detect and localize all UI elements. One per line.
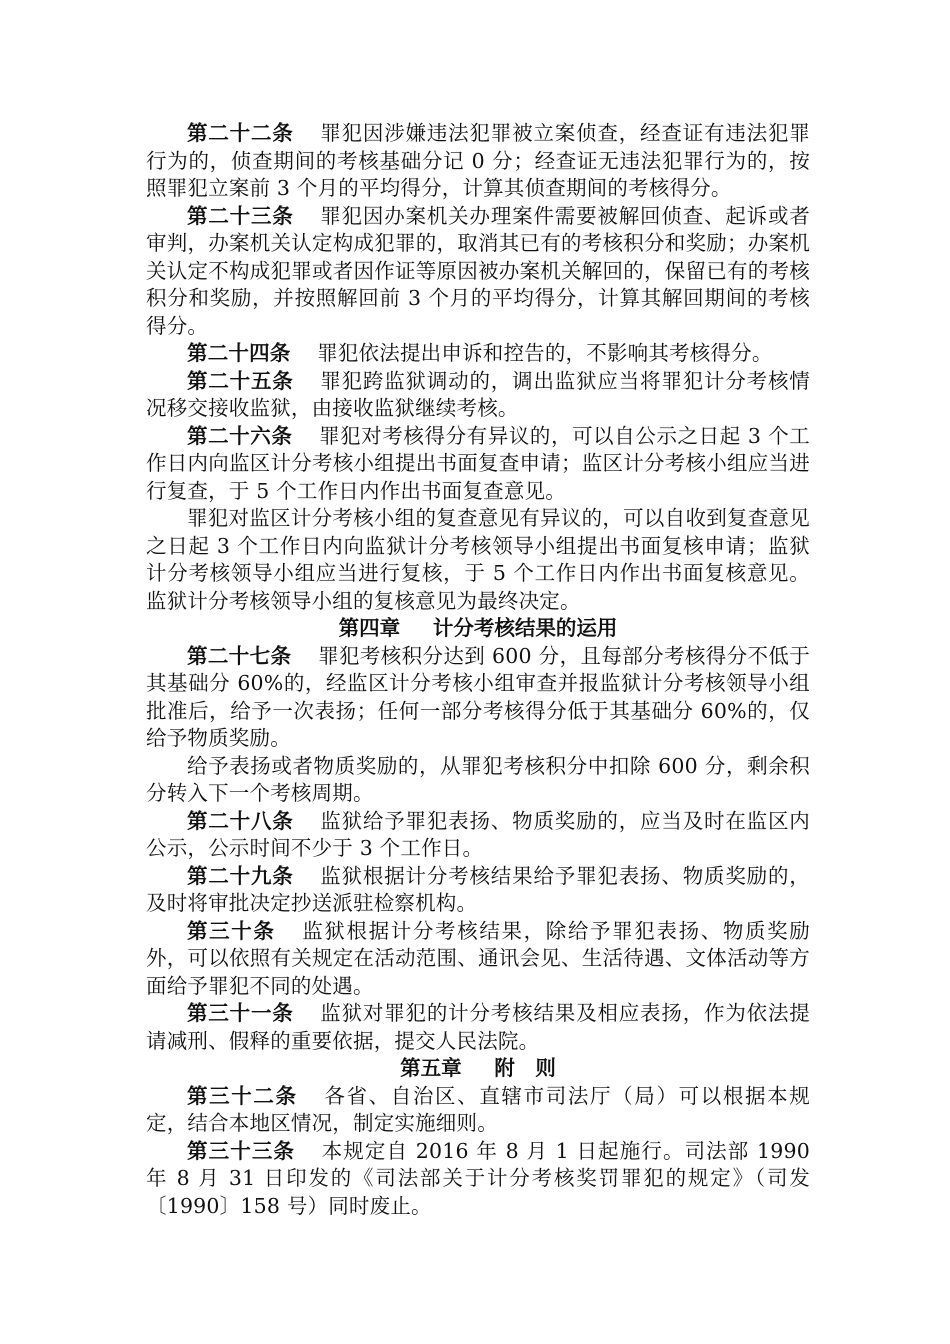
- article-text: 本规定自 2016 年 8 月 1 日起施行。司法部 1990 年 8 月 31 日印发的《司法部关于计分考核奖罚罪犯的规定》（司发〔1990〕158 号）同时废止。: [146, 1138, 810, 1218]
- article-text: 罪犯依法提出申诉和控告的，不影响其考核得分。: [317, 341, 773, 365]
- article-text: 各省、自治区、直辖市司法厅（局）可以根据本规定，结合本地区情况，制定实施细则。: [146, 1083, 810, 1135]
- article-text: 罪犯考核积分达到 600 分，且每部分考核得分不低于其基础分 60%的，经监区计分考核小组审查并报监狱计分考核领导小组批准后，给予一次表扬；任何一部分考核得分低于其基础分 60%的，仅给予物质奖励。: [146, 643, 810, 750]
- article-27: [146, 643, 810, 753]
- chapter-4-heading: [146, 615, 810, 643]
- article-30: [146, 918, 810, 1001]
- article-22: [146, 120, 810, 203]
- article-number: 第二十四条: [187, 341, 291, 365]
- document-page: [146, 120, 810, 1220]
- article-text: 给予表扬或者物质奖励的，从罪犯考核积分中扣除 600 分，剩余积分转入下一个考核周期。: [146, 753, 810, 805]
- article-23: [146, 203, 810, 341]
- chapter-number: 第五章: [400, 1056, 462, 1080]
- article-29: [146, 863, 810, 918]
- article-text: 监狱根据计分考核结果给予罪犯表扬、物质奖励的，及时将审批决定抄送派驻检察机构。: [146, 863, 810, 915]
- chapter-number: 第四章: [338, 616, 401, 640]
- chapter-title: 附 则: [494, 1056, 556, 1080]
- article-28: [146, 808, 810, 863]
- article-number: 第三十二条: [187, 1083, 298, 1108]
- article-number: 第二十七条: [187, 643, 292, 668]
- article-number: 第二十九条: [187, 863, 294, 888]
- article-number: 第三十三条: [187, 1138, 296, 1163]
- article-26-paragraph-2: [146, 505, 810, 615]
- chapter-5-heading: [146, 1055, 810, 1083]
- article-32: [146, 1083, 810, 1138]
- article-number: 第二十二条: [187, 121, 294, 145]
- article-25: [146, 368, 810, 423]
- article-text: 罪犯跨监狱调动的，调出监狱应当将罪犯计分考核情况移交接收监狱，由接收监狱继续考核。: [146, 368, 810, 420]
- article-31: [146, 1000, 810, 1055]
- article-26: [146, 423, 810, 506]
- article-number: 第二十八条: [187, 808, 294, 833]
- article-27-paragraph-2: [146, 753, 810, 808]
- article-number: 第三十条: [187, 918, 276, 943]
- article-number: 第三十一条: [187, 1001, 294, 1025]
- article-text: 监狱根据计分考核结果，除给予罪犯表扬、物质奖励外，可以依照有关规定在活动范围、通讯会见、生活待遇、文体活动等方面给予罪犯不同的处遇。: [146, 918, 810, 998]
- article-number: 第二十五条: [187, 368, 294, 393]
- article-text: 罪犯对考核得分有异议的，可以自公示之日起 3 个工作日内向监区计分考核小组提出书面复查申请；监区计分考核小组应当进行复查，于 5 个工作日内作出书面复查意见。: [146, 423, 811, 503]
- article-number: 第二十三条: [187, 203, 294, 228]
- article-number: 第二十六条: [187, 423, 293, 448]
- article-text: 罪犯对监区计分考核小组的复查意见有异议的，可以自收到复查意见之日起 3 个工作日内向监狱计分考核领导小组提出书面复核申请；监狱计分考核领导小组应当进行复核，于 5 个工作日内作出书面复核意见。监狱计分考核领导小组的复核意见为最终决定。: [146, 506, 810, 613]
- article-text: 监狱给予罪犯表扬、物质奖励的，应当及时在监区内公示，公示时间不少于 3 个工作日。: [146, 808, 810, 860]
- article-text: 罪犯因办案机关办理案件需要被解回侦查、起诉或者审判，办案机关认定构成犯罪的，取消其已有的考核积分和奖励；办案机关认定不构成犯罪或者因作证等原因被办案机关解回的，保留已有的考核积分和奖励，并按照解回前 3 个月的平均得分，计算其解回期间的考核得分。: [146, 203, 810, 338]
- chapter-title: 计分考核结果的运用: [432, 616, 618, 640]
- article-text: 罪犯因涉嫌违法犯罪被立案侦查，经查证有违法犯罪行为的，侦查期间的考核基础分记 0 分；经查证无违法犯罪行为的，按照罪犯立案前 3 个月的平均得分，计算其侦查期间的考核得分。: [146, 121, 810, 200]
- article-24: [146, 340, 810, 368]
- article-33: [146, 1138, 810, 1221]
- article-text: 监狱对罪犯的计分考核结果及相应表扬，作为依法提请减刑、假释的重要依据，提交人民法院。: [146, 1001, 810, 1053]
